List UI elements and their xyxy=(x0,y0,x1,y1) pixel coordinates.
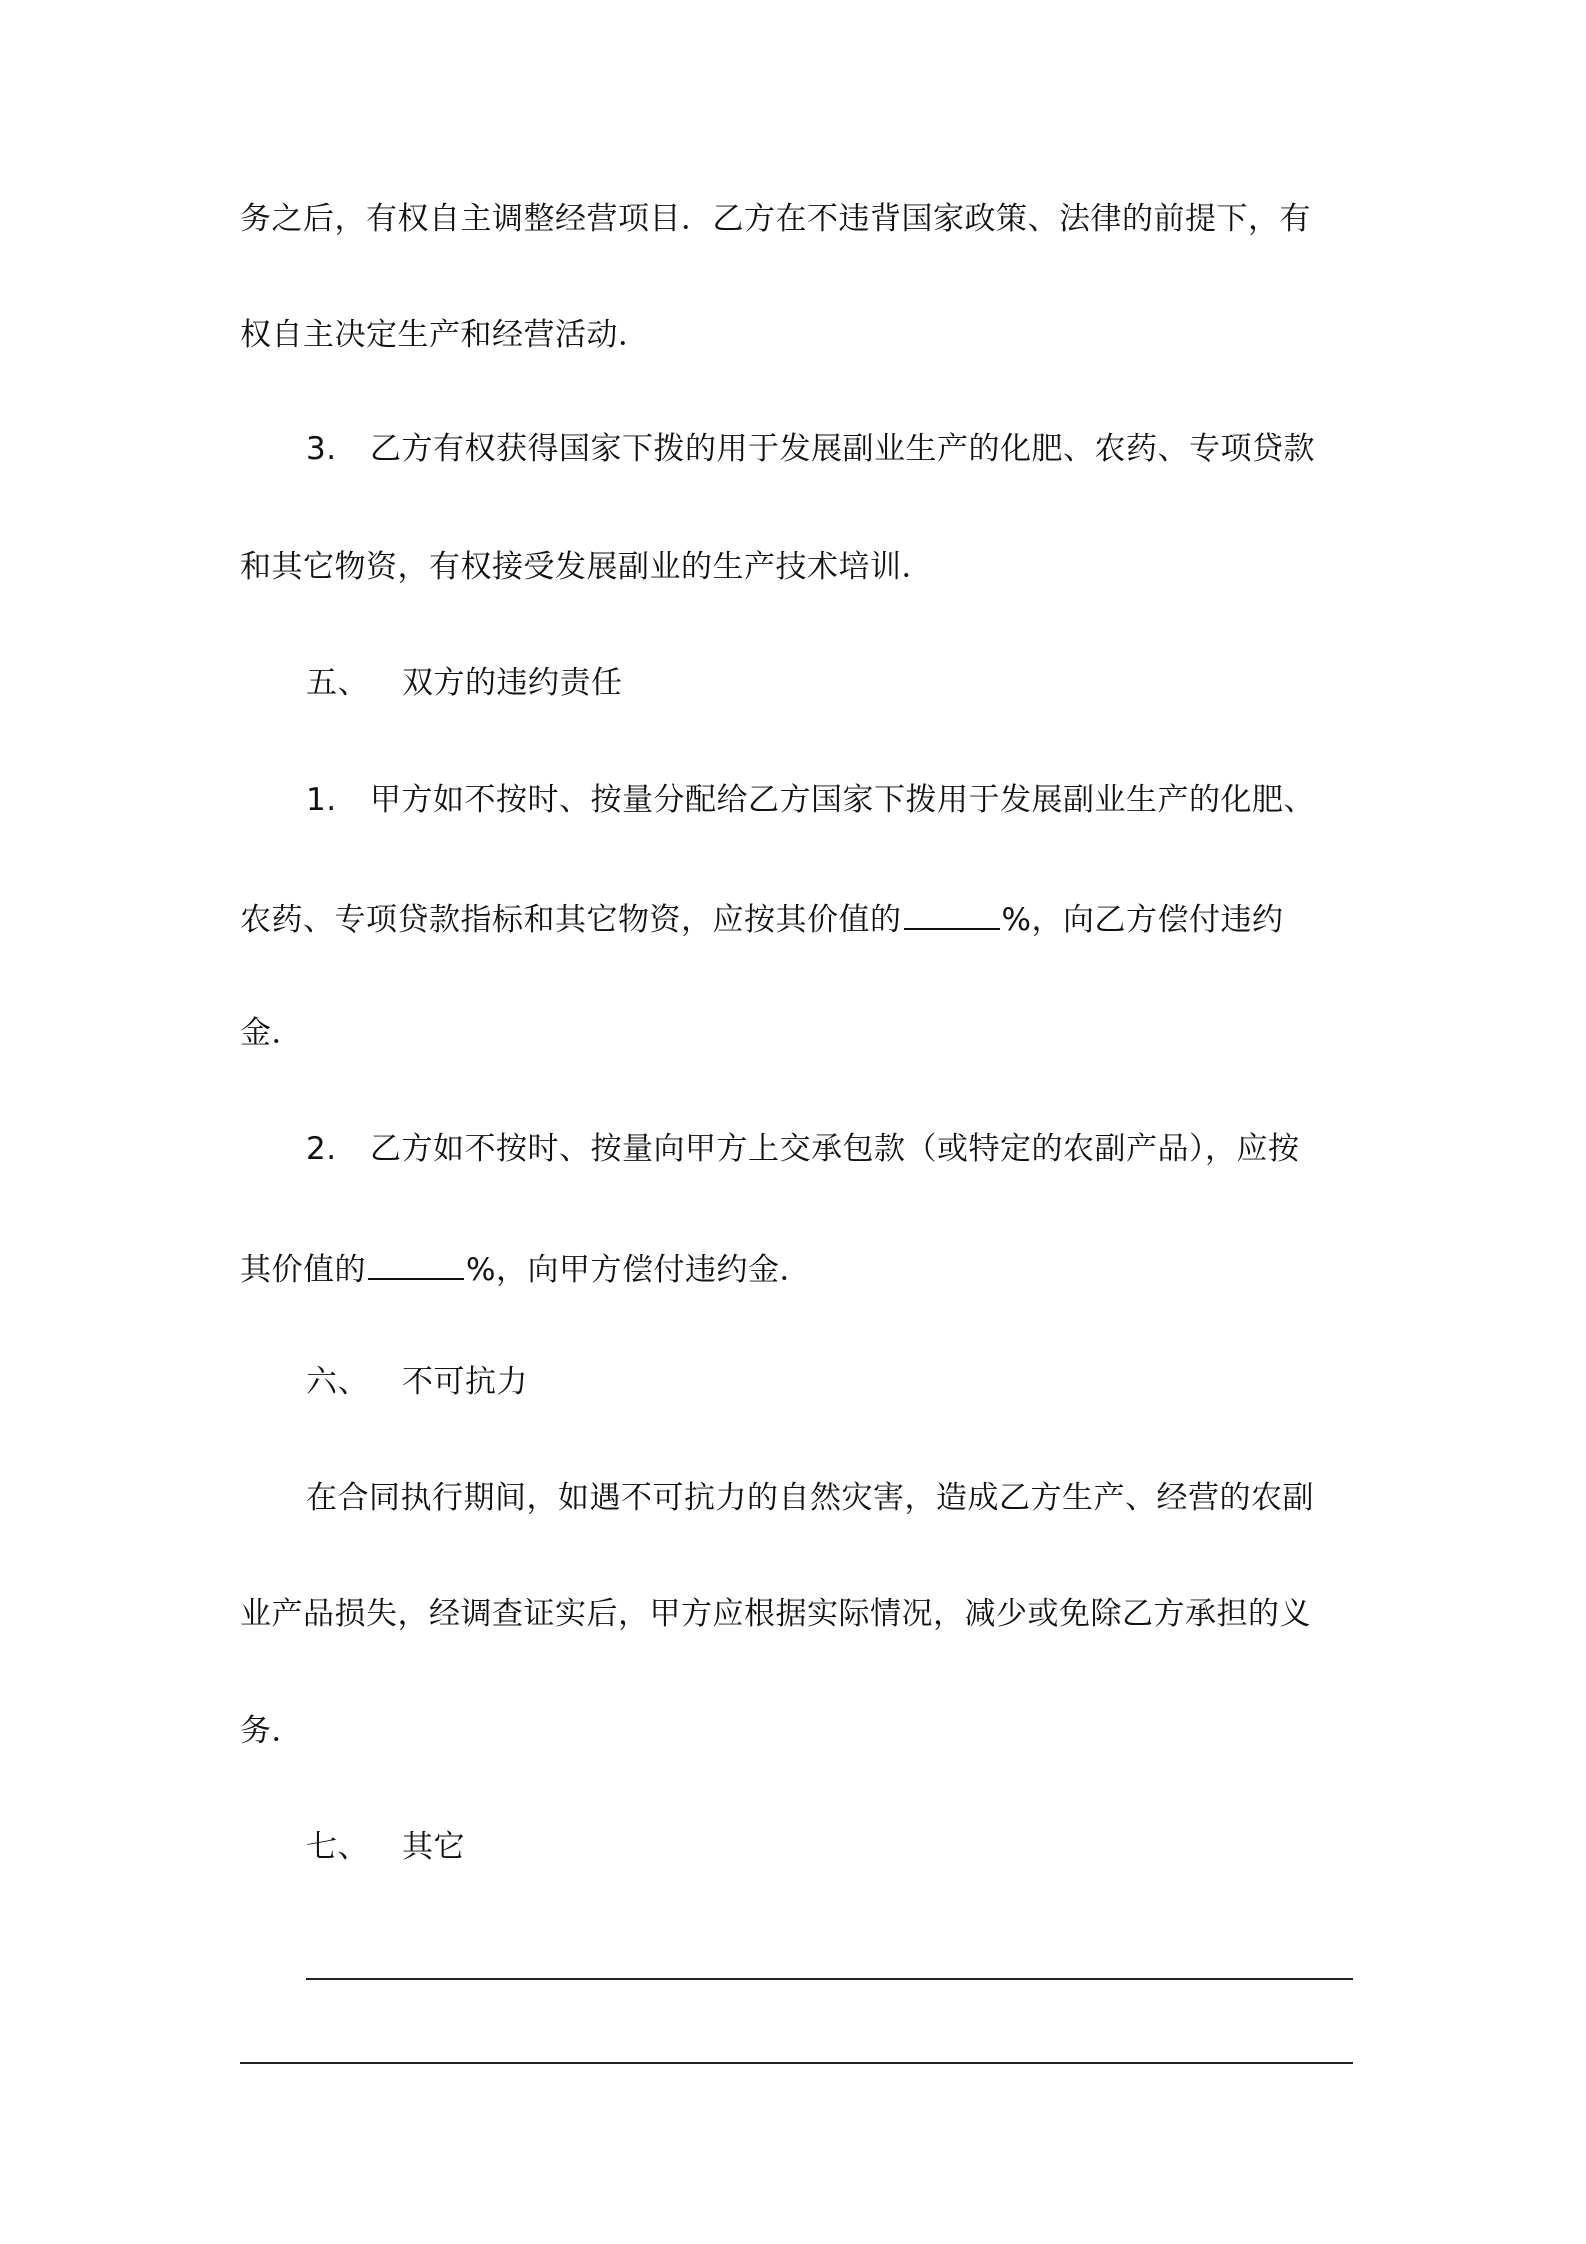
section-heading-6 xyxy=(306,1362,528,1402)
text: 和其它物资，有权接受发展副业的生产技术培训． xyxy=(240,549,933,585)
paragraph-line xyxy=(240,1711,303,1751)
text: 权自主决定生产和经营活动． xyxy=(240,317,650,353)
section-number: 六、 xyxy=(306,1364,369,1400)
section-title: 其它 xyxy=(402,1829,465,1865)
text: 甲方如不按时、按量分配给乙方国家下拨用于发展副业生产的化肥、 xyxy=(370,782,1315,818)
paragraph-line xyxy=(240,547,933,587)
section-heading-5 xyxy=(306,663,623,703)
percentage-blank xyxy=(368,1246,464,1280)
clause-2 xyxy=(306,1129,1300,1169)
text: 农药、专项贷款指标和其它物资，应按其价值的 xyxy=(240,902,902,938)
clause-number: 1. xyxy=(306,782,337,818)
section-number: 五、 xyxy=(306,665,369,701)
text: 乙方有权获得国家下拨的用于发展副业生产的化肥、农药、专项贷款 xyxy=(370,431,1315,467)
section-title: 双方的违约责任 xyxy=(402,665,623,701)
paragraph-line xyxy=(240,1594,1311,1634)
percentage-blank xyxy=(904,896,1000,930)
section-title: 不可抗力 xyxy=(402,1364,528,1400)
paragraph-line xyxy=(240,1013,303,1053)
text: 金． xyxy=(240,1015,303,1051)
clause-number: 2. xyxy=(306,1131,337,1167)
section-number: 七、 xyxy=(306,1829,369,1865)
paragraph-line xyxy=(240,199,1311,239)
text: 在合同执行期间，如遇不可抗力的自然灾害，造成乙方生产、经营的农副 xyxy=(306,1480,1314,1516)
clause-number: 3. xyxy=(306,431,337,467)
text: 其价值的 xyxy=(240,1252,366,1288)
fill-in-line xyxy=(306,1978,1353,1980)
paragraph-line xyxy=(240,1246,811,1290)
section-heading-7 xyxy=(306,1827,465,1867)
text: 务． xyxy=(240,1713,303,1749)
text: 务之后，有权自主调整经营项目．乙方在不违背国家政策、法律的前提下，有 xyxy=(240,201,1311,237)
text: %，向乙方偿付违约 xyxy=(1001,902,1284,938)
text: 业产品损失，经调查证实后，甲方应根据实际情况，减少或免除乙方承担的义 xyxy=(240,1596,1311,1632)
text: 乙方如不按时、按量向甲方上交承包款（或特定的农副产品），应按 xyxy=(370,1131,1300,1167)
text: %，向甲方偿付违约金． xyxy=(466,1252,811,1288)
clause-3 xyxy=(306,429,1315,469)
paragraph-line xyxy=(240,315,650,355)
fill-in-line xyxy=(240,2062,1353,2064)
paragraph-line xyxy=(240,896,1283,940)
clause-1 xyxy=(306,780,1315,820)
paragraph-line xyxy=(306,1478,1314,1518)
